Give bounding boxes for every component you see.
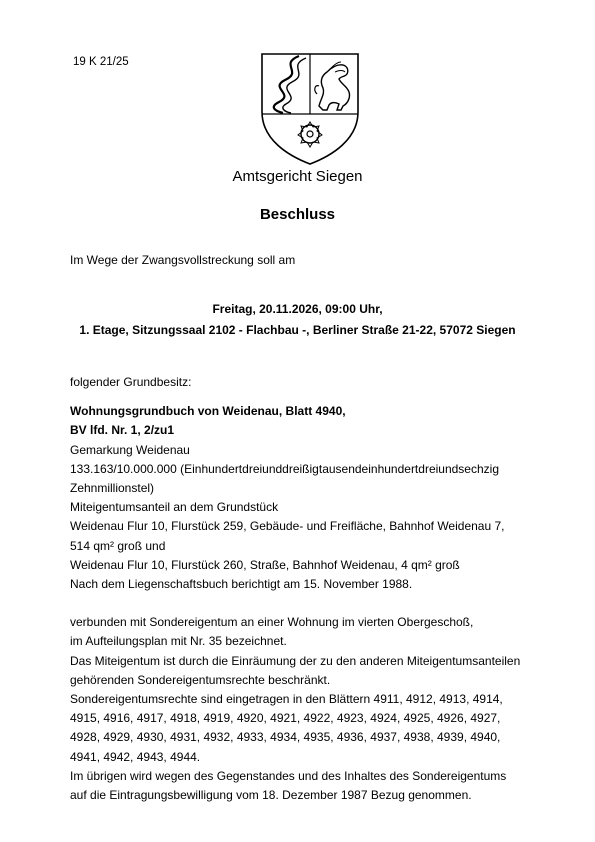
detail-line: Im übrigen wird wegen des Gegenstandes und des Inhaltes des Sondereigentums — [70, 768, 507, 783]
detail-line: 4941, 4942, 4943, 4944. — [70, 749, 201, 764]
property-line: 133.163/10.000.000 (Einhundertdreiunddreißigtausendeinhundertdreiundsechzig — [70, 461, 499, 476]
property-lead: folgender Grundbesitz: — [70, 375, 192, 389]
appointment-date: Freitag, 20.11.2026, 09:00 Uhr, — [212, 302, 383, 316]
detail-line: Sondereigentumsrechte sind eingetragen in den Blättern 4911, 4912, 4913, 4914, — [70, 692, 503, 707]
file-reference: 19 K 21/25 — [73, 56, 129, 68]
property-line: Miteigentumsanteil an dem Grundstück — [70, 500, 279, 515]
detail-line: gehörenden Sondereigentumsrechte beschränkt. — [70, 672, 331, 687]
court-name: Amtsgericht Siegen — [232, 168, 363, 185]
property-line: Weidenau Flur 10, Flurstück 260, Straße, Bahnhof Weidenau, 4 qm² groß — [70, 557, 460, 572]
nrw-coat-of-arms-icon — [259, 50, 361, 166]
detail-line: Das Miteigentum ist durch die Einräumung der zu den anderen Miteigentumsanteilen — [70, 653, 521, 668]
document-body — [70, 373, 540, 805]
register-bv: BV lfd. Nr. 1, 2/zu1 — [70, 423, 175, 438]
register-title: Wohnungsgrundbuch von Weidenau, Blatt 4940, — [70, 404, 346, 419]
property-line: Weidenau Flur 10, Flurstück 259, Gebäude- und Freifläche, Bahnhof Weidenau 7, — [70, 519, 505, 534]
property-line: Gemarkung Weidenau — [70, 442, 190, 457]
detail-line: auf die Eintragungsbewilligung vom 18. Dezember 1987 Bezug genommen. — [70, 788, 472, 803]
document-title: Beschluss — [259, 206, 336, 223]
property-line: Zehnmillionstel) — [70, 481, 155, 496]
property-line: 514 qm² groß und — [70, 538, 166, 553]
appointment-location: 1. Etage, Sitzungssaal 2102 - Flachbau -, Berliner Straße 21-22, 57072 Siegen — [79, 323, 516, 337]
detail-line: 4928, 4929, 4930, 4931, 4932, 4933, 4934, 4935, 4936, 4937, 4938, 4939, 4940, — [70, 730, 501, 745]
property-line: Nach dem Liegenschaftsbuch berichtigt am 15. November 1988. — [70, 577, 413, 592]
intro-text: Im Wege der Zwangsvollstreckung soll am — [70, 253, 296, 267]
detail-line: 4915, 4916, 4917, 4918, 4919, 4920, 4921, 4922, 4923, 4924, 4925, 4926, 4927, — [70, 711, 501, 726]
detail-line: im Aufteilungsplan mit Nr. 35 bezeichnet. — [70, 634, 287, 649]
detail-line: verbunden mit Sondereigentum an einer Wohnung im vierten Obergeschoß, — [70, 615, 474, 630]
